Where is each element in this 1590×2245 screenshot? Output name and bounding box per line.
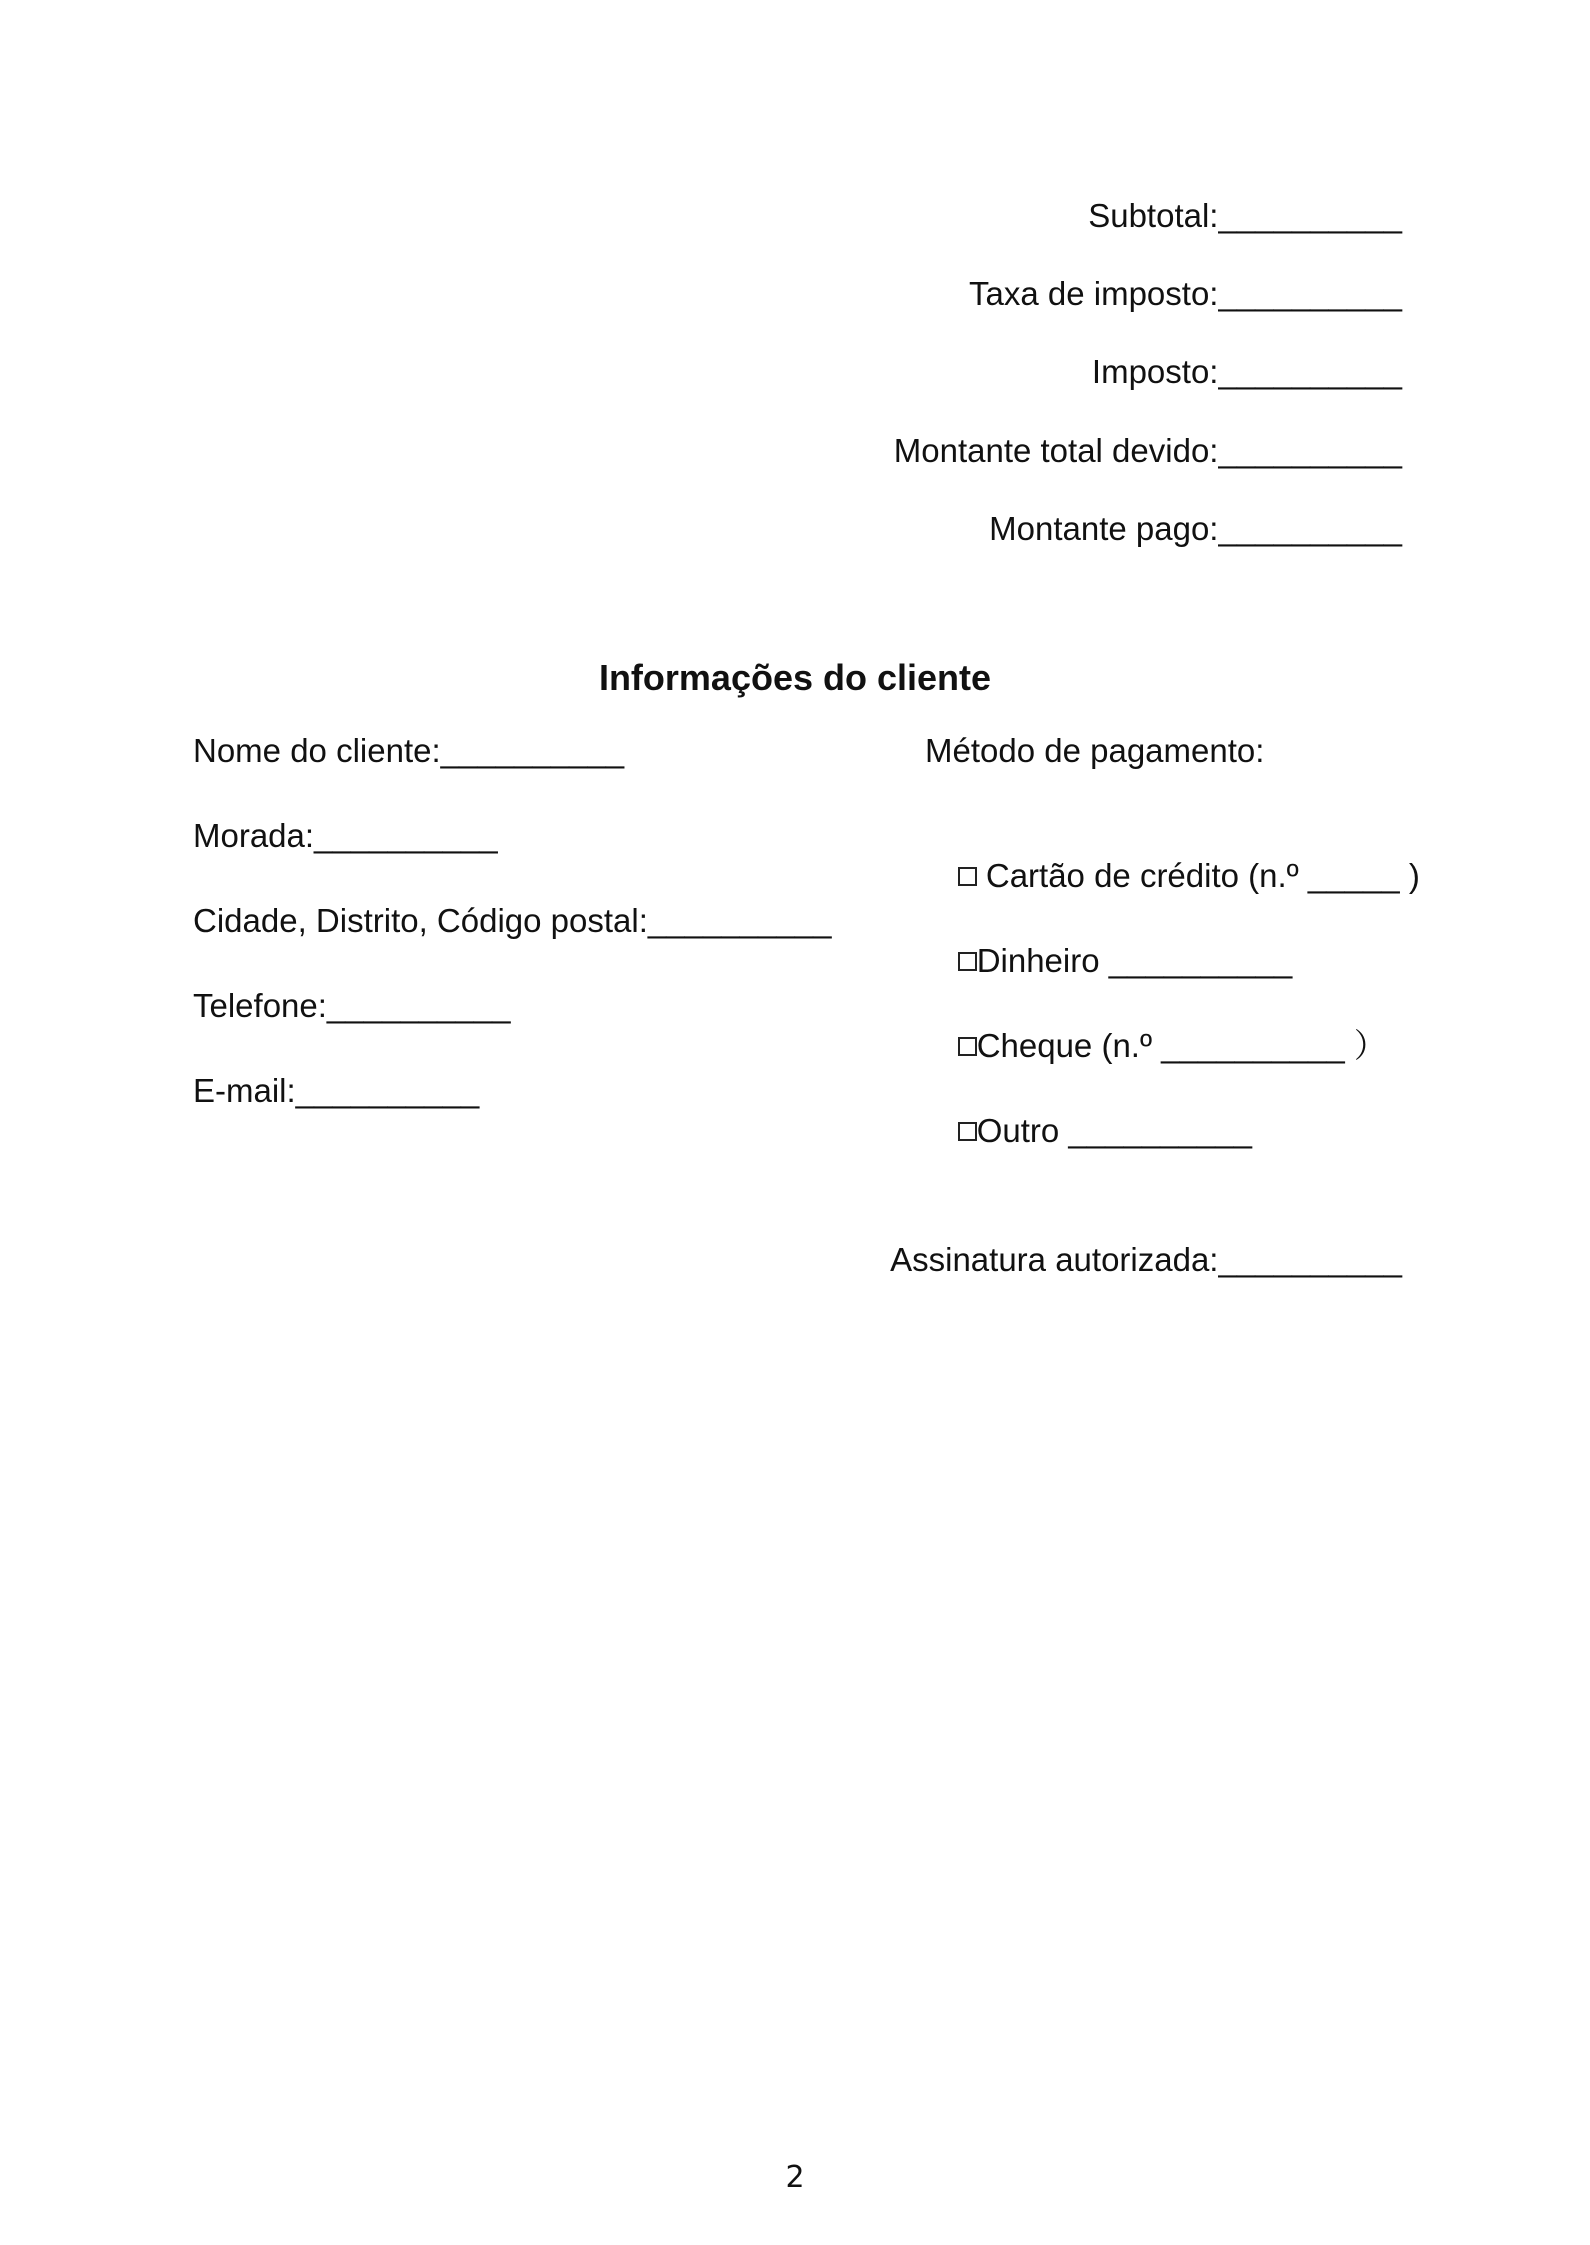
- page-number: 2: [785, 2160, 805, 2195]
- credit-card-label: Cartão de crédito (n.º _____ ): [976, 857, 1420, 894]
- customer-name-field[interactable]: Nome do cliente:__________: [193, 732, 625, 769]
- customer-info-heading: Informações do cliente: [598, 657, 992, 698]
- other-label: Outro __________: [976, 1112, 1252, 1149]
- tax-rate-field[interactable]: Taxa de imposto:__________: [969, 275, 1402, 312]
- city-district-postal-field[interactable]: Cidade, Distrito, Código postal:__________: [193, 902, 832, 939]
- checkbox-cash[interactable]: [958, 952, 977, 971]
- payment-option-other[interactable]: [921, 1071, 1252, 1191]
- address-field[interactable]: Morada:__________: [193, 817, 498, 854]
- payment-method-label: Método de pagamento:: [925, 732, 1265, 769]
- cheque-label: Cheque (n.º __________ ）: [976, 1027, 1387, 1064]
- checkbox-cheque[interactable]: [958, 1037, 977, 1056]
- amount-paid-field[interactable]: Montante pago:__________: [989, 510, 1402, 547]
- tax-field[interactable]: Imposto:__________: [1091, 353, 1402, 390]
- checkbox-credit-card[interactable]: [958, 867, 977, 886]
- phone-field[interactable]: Telefone:__________: [193, 987, 511, 1024]
- subtotal-field[interactable]: Subtotal:__________: [1088, 197, 1402, 234]
- email-field[interactable]: E-mail:__________: [193, 1072, 480, 1109]
- cash-label: Dinheiro __________: [976, 942, 1293, 979]
- authorized-signature-field[interactable]: Assinatura autorizada:__________: [890, 1241, 1402, 1278]
- total-due-field[interactable]: Montante total devido:__________: [893, 432, 1402, 469]
- checkbox-other[interactable]: [958, 1122, 977, 1141]
